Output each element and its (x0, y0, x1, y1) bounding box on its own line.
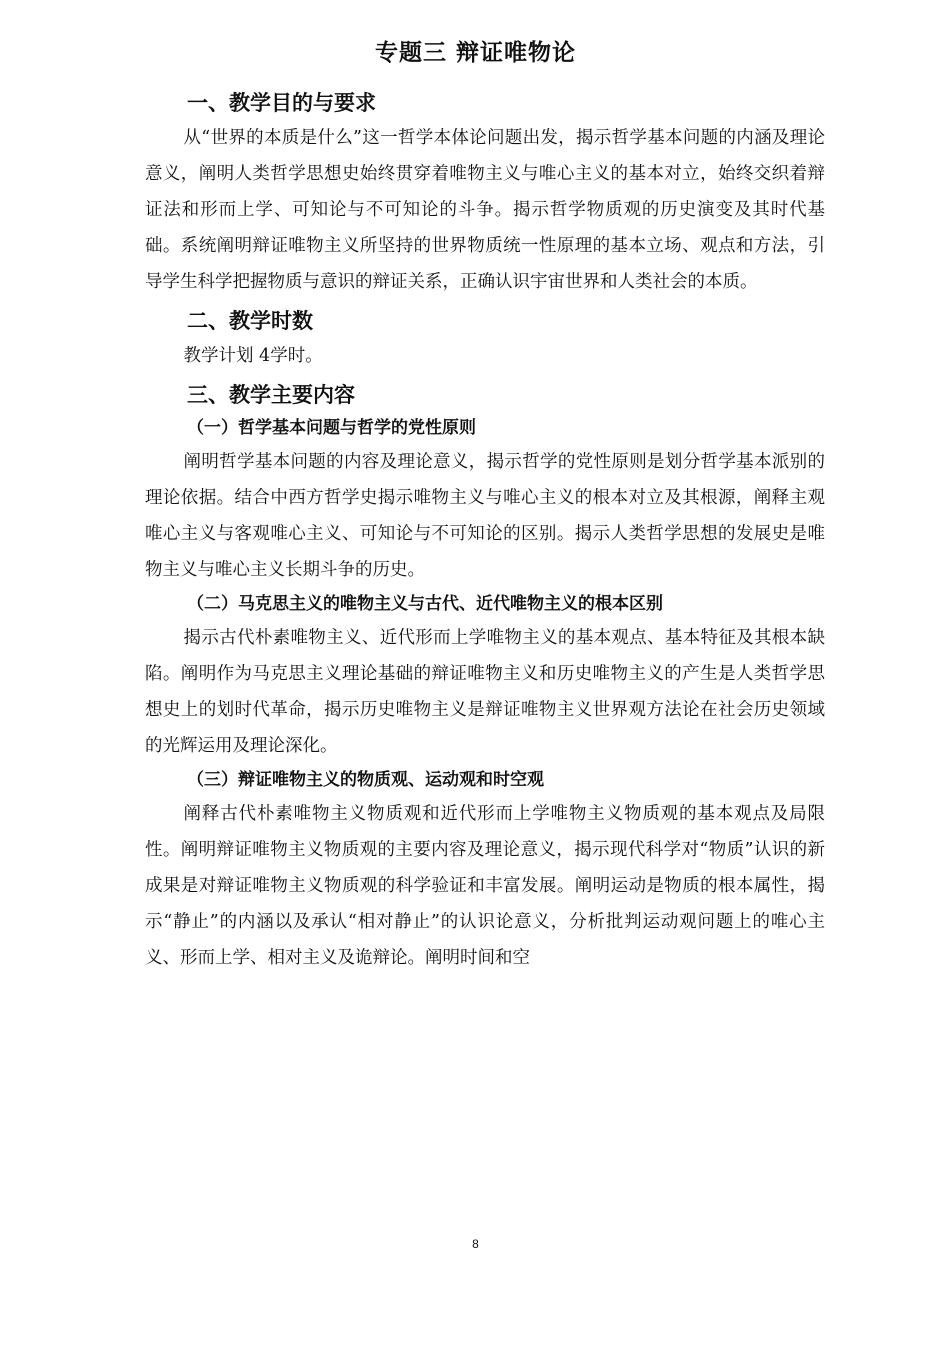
subsection-heading-2: （二）马克思主义的唯物主义与古代、近代唯物主义的根本区别 (187, 594, 663, 614)
subsection-paragraph-2: 揭示古代朴素唯物主义、近代形而上学唯物主义的基本观点、基本特征及其根本缺陷。阐明作为马克思主义理论基础的辩证唯物主义和历史唯物主义的产生是人类哲学思想史上的划时代革命，揭示历史唯物主义是辩证唯物主义世界观方法论在社会历史领域的光辉运用及理论深化。 (145, 628, 825, 756)
page-number: 8 (472, 1237, 479, 1251)
section-heading-objectives: 一、教学目的与要求 (187, 91, 376, 115)
section-heading-main-content: 三、教学主要内容 (187, 383, 355, 407)
document-body (145, 86, 825, 976)
document-title: 专题三 辩证唯物论 (374, 40, 576, 66)
subsection-heading-3: （三）辩证唯物主义的物质观、运动观和时空观 (187, 770, 544, 790)
section-heading-hours: 二、教学时数 (187, 309, 313, 333)
section-paragraph-objectives: 从“世界的本质是什么”这一哲学本体论问题出发，揭示哲学基本问题的内涵及理论意义，阐明人类哲学思想史始终贯穿着唯物主义与唯心主义的基本对立，始终交织着辩证法和形而上学、可知论与不可知论的斗争。揭示哲学物质观的历史演变及其时代基础。系统阐明辩证唯物主义所坚持的世界物质统一性原理的基本立场、观点和方法，引导学生科学把握物质与意识的辩证关系，正确认识宇宙世界和人类社会的本质。 (145, 128, 825, 292)
subsection-paragraph-1: 阐明哲学基本问题的内容及理论意义，揭示哲学的党性原则是划分哲学基本派别的理论依据。结合中西方哲学史揭示唯物主义与唯心主义的根本对立及其根源，阐释主观唯心主义与客观唯心主义、可知论与不可知论的区别。揭示人类哲学思想的发展史是唯物主义与唯心主义长期斗争的历史。 (145, 452, 825, 580)
section-paragraph-hours: 教学计划 4学时。 (183, 346, 323, 366)
subsection-paragraph-3: 阐释古代朴素唯物主义物质观和近代形而上学唯物主义物质观的基本观点及局限性。阐明辩证唯物主义物质观的主要内容及理论意义，揭示现代科学对“物质”认识的新成果是对辩证唯物主义物质观的科学验证和丰富发展。阐明运动是物质的根本属性，揭示“静止”的内涵以及承认“相对静止”的认识论意义，分析批判运动观问题上的唯心主义、形而上学、相对主义及诡辩论。阐明时间和空 (145, 804, 825, 968)
subsection-heading-1: （一）哲学基本问题与哲学的党性原则 (187, 418, 476, 438)
